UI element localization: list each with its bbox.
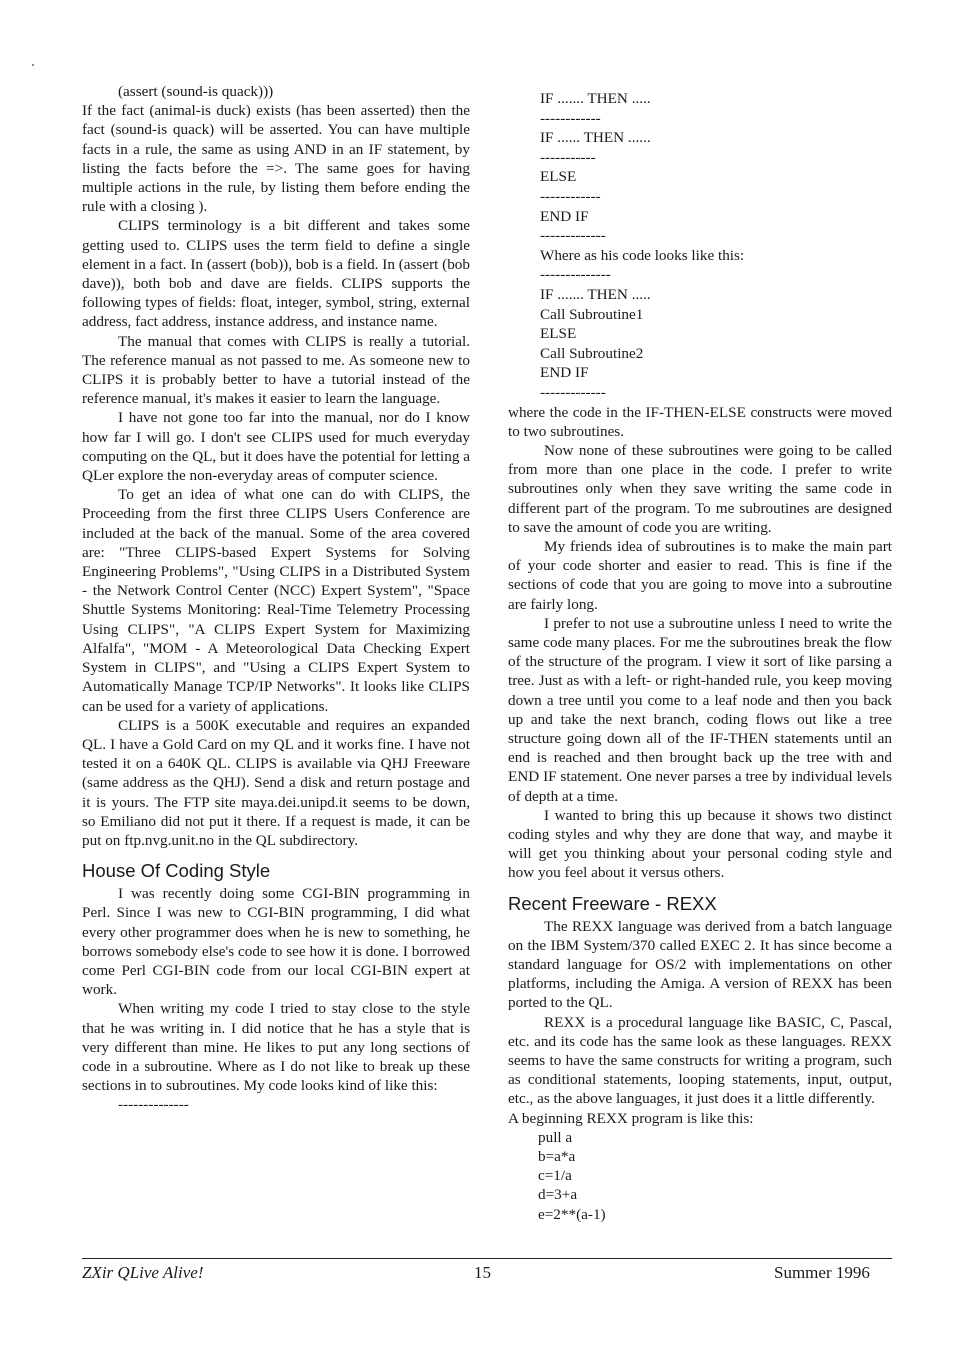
code-line: Where as his code looks like this: (540, 246, 745, 264)
code-line: c=1/a (538, 1167, 572, 1185)
paragraph: I was recently doing some CGI-BIN programming in Perl. Since I was new to CGI-BIN programming, I did what every other programmer does when he is new to something, he borrows somebody else's code to see how it is done. I borrowed come Perl CGI-BIN code from our local CGI-BIN expert at work. (82, 885, 470, 999)
code-line: ELSE (540, 168, 577, 186)
section-heading: Recent Freeware - REXX (508, 892, 717, 914)
code-snippet (82, 82, 470, 101)
paragraph: Now none of these subroutines were going to be called from more than one place in the code. I prefer to write subroutines only when they save writing the same code in different part of the program. To me subroutines are designed to save the amount of code you are writing. (508, 441, 892, 536)
code-line: IF ....... THEN ..... (540, 90, 651, 107)
code-line: IF ...... THEN ...... (540, 129, 651, 147)
code-line: ----------- (540, 148, 596, 166)
code-line: Call Subroutine1 (540, 305, 644, 323)
paragraph: where the code in the IF-THEN-ELSE constructs were moved to two subroutines. (508, 403, 892, 440)
code-block-rexx (508, 1128, 892, 1224)
code-line: ------------ (540, 187, 601, 205)
left-column (82, 82, 470, 1115)
code-line: ------------- (540, 383, 606, 401)
code-line: ------------ (540, 109, 601, 127)
paragraph: I wanted to bring this up because it shows two distinct coding styles and why they are done that way, and maybe it will get you thinking about your personal coding style and how you feel about it versus others. (508, 806, 892, 882)
paragraph: My friends idea of subroutines is to make the main part of your code shorter and easier to read. This is fine if the sections of code that you are going to move into a subroutine are fairly long. (508, 537, 892, 613)
code-line: pull a (538, 1128, 573, 1146)
paragraph: To get an idea of what one can do with CLIPS, the Proceeding from the first three CLIPS Users Conference are included at the back of the manual. Some of the area covered are: "Three CLIPS-based Expert Systems for Solving Engineering Problems", "Using CLIPS in a Distributed System - the Network Control Center (NCC) Expert System", "Space Shuttle Systems Monitoring: Real-Time Telemetry Processing Using CLIPS", "A CLIPS Expert System for Maximizing Alfalfa", "MOM - A Meteorological Data Checking Expert System in CLIPS", and "Using a CLIPS Expert System to Automatically Manage TCP/IP Networks". It looks like CLIPS can be used for a variety of applications. (82, 486, 470, 715)
code-line: b=a*a (538, 1148, 576, 1166)
paragraph: If the fact (animal-is duck) exists (has been asserted) then the fact (sound-is quack) will be asserted. You can have multiple facts in a rule, the same as using AND in an IF statement, by listing the facts before the =>. The same goes for having multiple actions in the rule, by listing them before ending the rule with a closing ). (82, 102, 470, 216)
paragraph: I have not gone too far into the manual, nor do I know how far I will go. I don't see CLIPS used for much everyday computing on the QL, but it does have the potential for letting a QLer explore the non-everyday areas of computer science. (82, 409, 470, 485)
paragraph: CLIPS is a 500K executable and requires an expanded QL. I have a Gold Card on my QL and it works fine. I have not tested it on a 640K QL. CLIPS is available via QHJ Freeware (same address as the QHJ). Send a disk and return postage and it is yours. The FTP site maya.dei.unipd.it seems to be down, so Emiliano did not put it there. If a request is made, it can be put on ftp.nvg.unit.no in the QL subdirectory. (82, 716, 470, 849)
code-line: (assert (sound-is quack))) (118, 83, 274, 100)
right-column (508, 89, 892, 1224)
code-line: IF ....... THEN ..... (540, 285, 651, 303)
code-line: END IF (540, 207, 589, 225)
code-line: e=2**(a-1) (538, 1205, 606, 1223)
code-line: -------------- (118, 1096, 189, 1114)
paragraph: A beginning REXX program is like this: (508, 1109, 754, 1127)
paragraph: I prefer to not use a subroutine unless I need to write the same code many places. For me the subroutines break the flow of the structure of the program. I view it sort of like parsing a tree. Just as with a left- or right-handed rule, you keep moving down a tree until you come to a leaf node and then you back up and take the next branch, coding flows out like a tree structure going down all of the IF-THEN statements until an end is reached and then brought back up the tree with and END IF statement. One never parses a tree by individual levels of depth at a time. (508, 614, 892, 805)
footer-page-number: 15 (474, 1263, 491, 1282)
code-block-mine (508, 89, 892, 403)
code-snippet (82, 1095, 470, 1114)
paragraph: REXX is a procedural language like BASIC, C, Pascal, etc. and its code has the same look as these languages. REXX seems to have the same constructs for writing a program, such as conditional statements, looping statements, input, output, etc., as the above languages, it just does it a little differently. (508, 1013, 892, 1108)
paragraph: The manual that comes with CLIPS is really a tutorial. The reference manual as not passed to me. As someone new to CLIPS it is probably better to have a tutorial instead of the reference manual, it's makes it easier to learn the language. (82, 332, 470, 408)
code-line: ------------- (540, 227, 606, 245)
code-line: ELSE (540, 325, 577, 343)
paragraph: CLIPS terminology is a bit different and takes some getting used to. CLIPS uses the term field to define a single element in a fact. In (assert (bob)), bob is a field. In (assert (bob dave)), both bob and dave are fields. CLIPS supports the following types of fields: float, integer, symbol, string, external address, fact address, instance address, and instance name. (82, 217, 470, 331)
section-heading: House Of Coding Style (82, 860, 271, 882)
code-line: d=3+a (538, 1186, 578, 1204)
scan-speck (32, 64, 34, 66)
paragraph: The REXX language was derived from a batch language on the IBM System/370 called EXEC 2. It has since become a standard language for OS/2 with implementations on other platforms, including the Amiga. A version of REXX has been ported to the QL. (508, 917, 892, 1012)
code-line: END IF (540, 364, 589, 382)
footer-divider (82, 1258, 892, 1259)
code-line: Call Subroutine2 (540, 344, 644, 362)
paragraph: When writing my code I tried to stay close to the style that he was writing in. I did notice that he has a style that is very different than mine. He likes to put any long sections of code in a subroutine. Where as I do not like to break up these sections in to subroutines. My code looks kind of like this: (82, 1000, 470, 1095)
footer-magazine-title: ZXir QLive Alive! (82, 1263, 204, 1282)
footer-issue: Summer 1996 (774, 1263, 870, 1282)
code-line: -------------- (540, 266, 611, 284)
